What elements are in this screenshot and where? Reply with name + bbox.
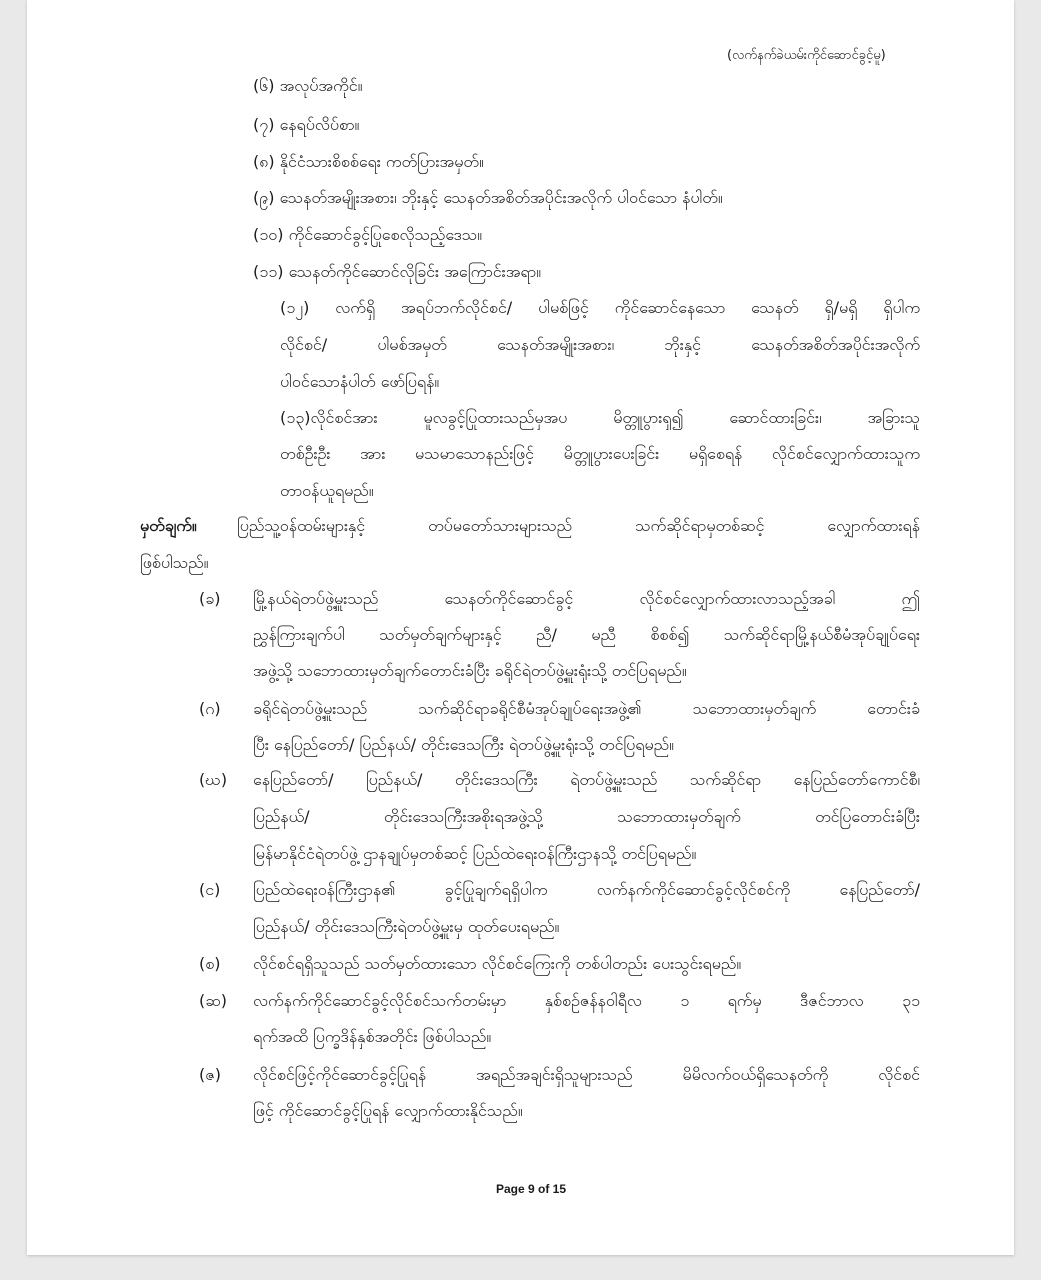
section-line: ပြည်ထဲရေးဝန်ကြီးဌာန၏ ခွင့်ပြုချက်ရရှိပါက လက်နက်ကိုင်ဆောင်ခွင့်လိုင်စင်ကို နေပြည်တော်/ [253,880,920,899]
section-marker: (ဇ) [199,1065,221,1084]
section-line: ရက်အထိ ပြက္ခဒိန်နှစ်အတိုင်း ဖြစ်ပါသည်။ [253,1027,492,1046]
section-marker: (င) [199,880,221,899]
section-line: လက်နက်ကိုင်ဆောင်ခွင့်လိုင်စင်သက်တမ်းမှာ နှစ်စဉ်ဇန်နဝါရီလ ၁ ရက်မှ ဒီဇင်ဘာလ ၃၁ [253,991,920,1010]
list-item: (၇) နေရပ်လိပ်စာ။ [253,115,360,134]
section-marker: (ခ) [199,589,221,608]
header-title: (လက်နက်ခဲယမ်းကိုင်ဆောင်ခွင့်မူ) [727,48,886,63]
section-line: ညွှန်ကြားချက်ပါ သတ်မှတ်ချက်များနှင့် ညီ/ မညီ စိစစ်၍ သက်ဆိုင်ရာမြို့နယ်စီမံအုပ်ချုပ်ရေး [253,625,920,644]
list-item: (၈) နိုင်ငံသားစိစစ်ရေး ကတ်ပြားအမှတ်။ [253,152,484,171]
section-marker: (ဂ) [199,699,221,718]
item-12-line-1: (၁၂) လက်ရှိ အရပ်ဘက်လိုင်စင်/ ပါမစ်ဖြင့် ကိုင်ဆောင်နေသော သေနတ် ရှိ/မရှိ ရှိပါက [280,298,920,317]
section-line: မြို့နယ်ရဲတပ်ဖွဲ့မှူးသည် သေနတ်ကိုင်ဆောင်ခွင့် လိုင်စင်လျှောက်ထားလာသည့်အခါ ဤ [253,589,920,608]
section-line: လိုင်စင်ဖြင့်ကိုင်ဆောင်ခွင့်ပြုရန် အရည်အချင်းရှိသူများသည် မိမိလက်ဝယ်ရှိသေနတ်ကို လိုင်စင် [253,1065,920,1084]
section-line: ပြီး နေပြည်တော်/ ပြည်နယ်/ တိုင်းဒေသကြီး ရဲတပ်ဖွဲ့မှူးရုံးသို့ တင်ပြရမည်။ [253,735,674,754]
section-line: ပြည်နယ်/ တိုင်းဒေသကြီးအစိုးရအဖွဲ့သို့ သဘောထားမှတ်ချက် တင်ပြတောင်းခံပြီး [253,807,920,826]
section-line: လိုင်စင်ရရှိသူသည် သတ်မှတ်ထားသော လိုင်စင်ကြေးကို တစ်ပါတည်း ပေးသွင်းရမည်။ [253,954,742,973]
list-item: (၁၀) ကိုင်ဆောင်ခွင့်ပြုစေလိုသည့်ဒေသ။ [253,225,483,244]
section-marker: (စ) [199,954,221,973]
list-item: (၉) သေနတ်အမျိုးအစား၊ ဘိုးနှင့် သေနတ်အစိတ်အပိုင်းအလိုက် ပါဝင်သော နံပါတ်။ [253,188,723,207]
item-13-line-3: တာဝန်ယူရမည်။ [280,481,374,500]
section-marker: (ဃ) [199,770,228,789]
item-12-line-3: ပါဝင်သောနံပါတ် ဖော်ပြရန်။ [280,372,440,391]
note-label: မှတ်ချက်။ [140,516,197,535]
page-number: Page 9 of 15 [496,1182,567,1196]
note-line-1: ပြည်သူ့ဝန်ထမ်းများနှင့် တပ်မတော်သားများသည် သက်ဆိုင်ရာမှတစ်ဆင့် လျှောက်ထားရန် [237,516,920,535]
document-page [27,0,1014,1255]
list-item: (၁၁) သေနတ်ကိုင်ဆောင်လိုခြင်း အကြောင်းအရာ။ [253,262,542,281]
item-12-line-2: လိုင်စင်/ ပါမစ်အမှတ် သေနတ်အမျိုးအစား၊ ဘိုးနှင့် သေနတ်အစိတ်အပိုင်းအလိုက် [280,335,920,354]
item-13-line-1: (၁၃)လိုင်စင်အား မူလခွင့်ပြုထားသည်မှအပ မိတ္တူပွားၡ၍ ဆောင်ထားခြင်း၊ အခြားသူ [280,408,920,427]
note-line-2: ဖြစ်ပါသည်။ [140,553,209,572]
section-line: နေပြည်တော်/ ပြည်နယ်/ တိုင်းဒေသကြီး ရဲတပ်ဖွဲ့မှူးသည် သက်ဆိုင်ရာ နေပြည်တော်ကောင်စီ၊ [253,770,920,789]
list-item: (၆) အလုပ်အကိုင်။ [253,76,363,95]
section-line: ခရိုင်ရဲတပ်ဖွဲ့မှူးသည် သက်ဆိုင်ရာခရိုင်စီမံအုပ်ချုပ်ရေးအဖွဲ့၏ သဘောထားမှတ်ချက် တောင်းခံ [253,699,920,718]
section-line: အဖွဲ့သို့ သဘောထားမှတ်ချက်တောင်းခံပြီး ခရိုင်ရဲတပ်ဖွဲ့မှူးရုံးသို့ တင်ပြရမည်။ [253,661,687,680]
section-line: ဖြင့် ကိုင်ဆောင်ခွင့်ပြုရန် လျှောက်ထားနိုင်သည်။ [253,1101,523,1120]
section-line: မြန်မာနိုင်ငံရဲတပ်ဖွဲ့ ဌာနချုပ်မှတစ်ဆင့် ပြည်ထဲရေးဝန်ကြီးဌာနသို့ တင်ပြရမည်။ [253,844,697,863]
item-13-line-2: တစ်ဦးဦး အား မသမာသောနည်းဖြင့် မိတ္တူပွားပေးခြင်း မရှိစေရန် လိုင်စင်လျှောက်ထားသူက [280,444,920,463]
section-line: ပြည်နယ်/ တိုင်းဒေသကြီးရဲတပ်ဖွဲ့မှူးမှ ထုတ်ပေးရမည်။ [253,917,560,936]
section-marker: (ဆ) [199,991,227,1010]
